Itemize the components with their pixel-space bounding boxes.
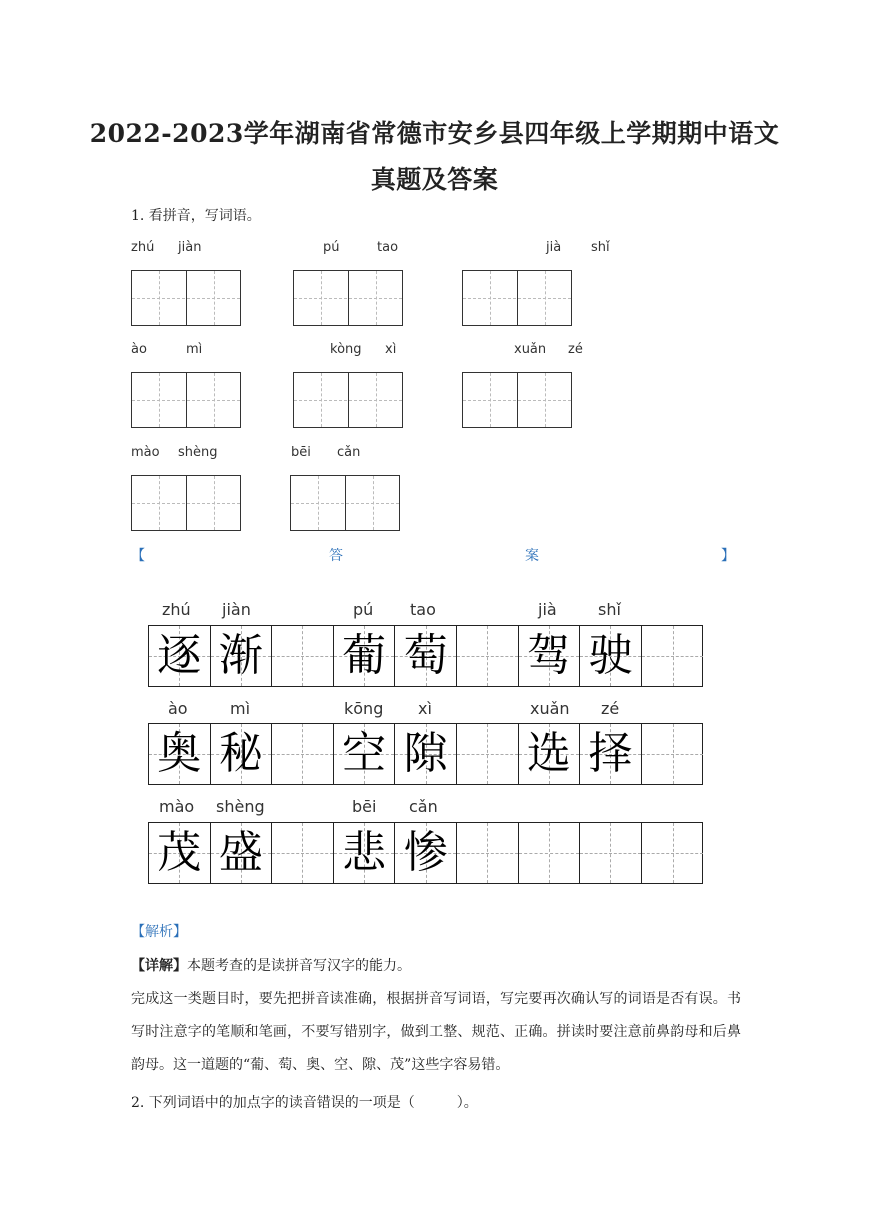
pinyin: jià xyxy=(546,240,562,255)
pinyin: xì xyxy=(385,342,397,357)
answer-char xyxy=(642,823,704,883)
answer-label-char: 案 xyxy=(525,548,539,564)
answer-pinyin: shèng xyxy=(216,797,265,816)
pinyin: mì xyxy=(186,342,203,357)
answer-pinyin: jiàn xyxy=(222,600,251,619)
answer-char xyxy=(272,724,333,784)
answer-label xyxy=(131,545,737,565)
pinyin: pú xyxy=(323,240,340,255)
answer-pinyin: xì xyxy=(418,699,432,718)
answer-pinyin: shǐ xyxy=(598,600,621,619)
answer-label-char: 答 xyxy=(329,548,343,564)
writing-box[interactable] xyxy=(293,270,403,326)
answer-char: 葡 xyxy=(342,630,387,681)
answer-char: 渐 xyxy=(218,630,263,681)
answer-pinyin: zé xyxy=(601,699,620,718)
answer-char: 驶 xyxy=(588,630,633,681)
answer-char: 选 xyxy=(526,728,571,779)
answer-bracket-open: 【 xyxy=(131,548,145,564)
answer-pinyin: cǎn xyxy=(409,797,438,816)
answer-char: 逐 xyxy=(157,630,202,681)
answer-char xyxy=(457,823,518,883)
question-1: 1. 看拼音，写词语。 xyxy=(131,208,261,224)
answer-char: 萄 xyxy=(403,630,448,681)
writing-box[interactable] xyxy=(290,475,400,531)
writing-box[interactable] xyxy=(131,475,241,531)
analysis-paragraph: 完成这一类题目时，要先把拼音读准确，根据拼音写词语，写完要再次确认写的词语是否有误。书写时注意字的笔顺和笔画，不要写错别字，做到工整、规范、正确。拼读时要注意前鼻韵母和后鼻韵母。这一道题的“葡、萄、奥、空、隙、茂”这些字容易错。 xyxy=(131,991,741,1073)
answer-char: 茂 xyxy=(157,827,202,878)
pinyin: tao xyxy=(377,240,399,255)
answer-pinyin: xuǎn xyxy=(530,699,570,718)
doc-title-line1: 2022-2023学年湖南省常德市安乡县四年级上学期期中语文 xyxy=(89,119,780,148)
answer-pinyin: mào xyxy=(159,797,195,816)
answer-char: 悲 xyxy=(342,827,387,878)
pinyin: mào xyxy=(131,445,160,460)
pinyin: zé xyxy=(568,342,583,357)
answer-char: 择 xyxy=(588,728,633,779)
answer-char: 秘 xyxy=(218,728,263,779)
writing-box[interactable] xyxy=(293,372,403,428)
pinyin: cǎn xyxy=(337,445,361,460)
question-2: 2. 下列词语中的加点字的读音错误的一项是（ ）。 xyxy=(131,1095,478,1111)
answer-bracket-close: 】 xyxy=(721,548,735,564)
pinyin: shèng xyxy=(178,445,218,460)
answer-char: 盛 xyxy=(218,827,263,878)
answer-char xyxy=(272,626,333,686)
writing-box[interactable] xyxy=(131,372,241,428)
analysis-tag: 【解析】 xyxy=(131,924,187,940)
pinyin: zhú xyxy=(131,240,155,255)
writing-box[interactable] xyxy=(462,270,572,326)
answer-pinyin: pú xyxy=(353,600,374,619)
pinyin: kòng xyxy=(330,342,362,357)
pinyin: jiàn xyxy=(178,240,202,255)
answer-char xyxy=(457,724,518,784)
answer-row xyxy=(148,723,703,785)
answer-pinyin: bēi xyxy=(352,797,377,816)
answer-char: 隙 xyxy=(403,728,448,779)
answer-pinyin: kōng xyxy=(344,699,384,718)
answer-char: 奥 xyxy=(157,728,202,779)
doc-title-line2: 真题及答案 xyxy=(370,165,499,194)
answer-char: 空 xyxy=(342,728,387,779)
answer-char xyxy=(519,823,580,883)
answer-char xyxy=(272,823,333,883)
pinyin: shǐ xyxy=(591,240,610,255)
answer-pinyin: jià xyxy=(538,600,557,619)
answer-row xyxy=(148,822,703,884)
answer-pinyin: tao xyxy=(410,600,436,619)
answer-char xyxy=(580,823,641,883)
answer-char xyxy=(642,724,704,784)
answer-char: 驾 xyxy=(526,630,571,681)
writing-box[interactable] xyxy=(131,270,241,326)
answer-row xyxy=(148,625,703,687)
answer-char xyxy=(457,626,518,686)
detail-line xyxy=(131,950,741,983)
pinyin: bēi xyxy=(291,445,311,460)
answer-pinyin: zhú xyxy=(162,600,191,619)
answer-pinyin: mì xyxy=(230,699,251,718)
writing-box[interactable] xyxy=(462,372,572,428)
answer-pinyin: ào xyxy=(168,699,188,718)
pinyin: xuǎn xyxy=(514,342,547,357)
detail-label: 【详解】 xyxy=(131,958,187,974)
answer-char: 惨 xyxy=(403,827,448,878)
answer-char xyxy=(642,626,704,686)
pinyin: ào xyxy=(131,342,147,357)
detail-text: 本题考查的是读拼音写汉字的能力。 xyxy=(187,958,411,974)
